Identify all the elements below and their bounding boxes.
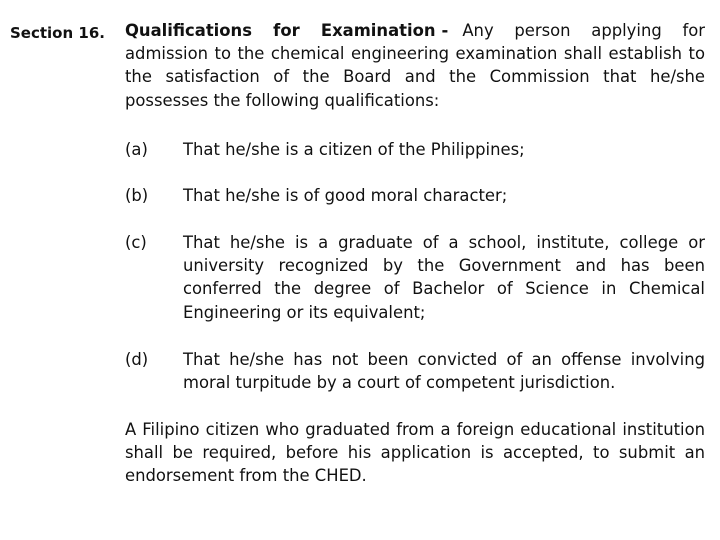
item-text: That he/she is a graduate of a school, institute, college or university recognized by the Government and has been conferred the degree of Bachelor of Science in Chemical Engineering or its equivalent; [183,233,705,322]
item-label: (a) [125,140,148,159]
section-number: Section 16. [10,24,105,42]
heading-dash: - [441,21,449,40]
section-heading: Qualifications for Examination [125,21,436,40]
item-text: That he/she is of good moral character; [183,186,508,205]
closing-paragraph: A Filipino citizen who graduated from a foreign educational institution shall be required, before his application is accepted, to submit an endorsement from the CHED. [125,420,705,486]
item-label: (b) [125,186,149,205]
item-text: That he/she has not been convicted of an offense involving moral turpitude by a court of competent jurisdiction. [183,350,705,393]
item-label: (c) [125,233,147,252]
item-text: That he/she is a citizen of the Philippines; [183,140,525,159]
section-intro-text: Any person applying for admission to the chemical engineering examination shall establish to the satisfaction of the Board and the Commission that he/she possesses the following qualifications: [125,21,705,110]
item-label: (d) [125,350,149,369]
section-intro-paragraph [125,19,705,112]
